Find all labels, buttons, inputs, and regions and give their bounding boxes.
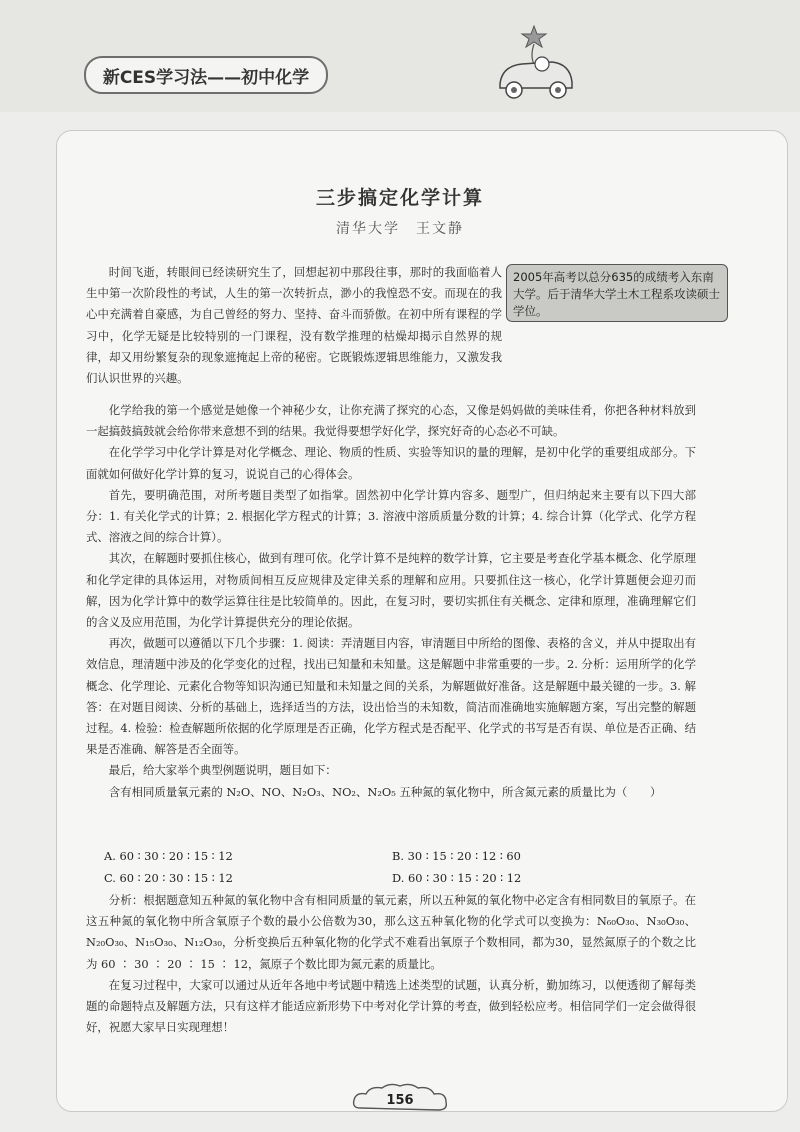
page-number-badge	[350, 1082, 450, 1118]
option-c: C. 60 ∶ 20 ∶ 30 ∶ 15 ∶ 12	[104, 871, 233, 885]
paragraph-4: 首先，要明确范围，对所考题目类型了如指掌。固然初中化学计算内容多、题型广，但归纳起来主要有以下四大部分：1. 有关化学式的计算；2. 根据化学方程式的计算；3. 溶液中溶质质量分数的计算；4. 综合计算（化学式、化学方程式、溶液之间的综合计算）。	[86, 487, 696, 545]
article-author: 清华大学 王文静	[336, 221, 464, 237]
answer-options	[104, 846, 604, 890]
analysis-text: 分析：根据题意知五种氮的氧化物中含有相同质量的氧元素，所以五种氮的氧化物中必定含有相同数目的氧原子。在这五种氮的氧化物中所含氧原子个数的最小公倍数为30，那么这五种氧化物的化学式可以变换为：N₆₀O₃₀、N₃₀O₃₀、N₂₀O₃₀、N₁₅O₃₀、N₁₂O₃₀，分析变换后五种氧化物的化学式不难看出氧原子个数相同，都为30，显然氮原子的个数之比为 60 ∶ 30 ∶ 20 ∶ 15 ∶ 12，氮原子个数比即为氮元素的质量比。	[86, 893, 696, 971]
author-bio-box: 2005年高考以总分635的成绩考入东南大学。后于清华大学土木工程系攻读硕士学位。	[506, 264, 728, 322]
article-title: 三步搞定化学计算	[315, 187, 484, 209]
series-title: 新CES学习法——初中化学	[84, 56, 328, 94]
question-text: 含有相同质量氧元素的 N₂O、NO、N₂O₃、NO₂、N₂O₅ 五种氮的氧化物中，所含氮元素的质量比为（ ）	[108, 784, 662, 799]
example-intro: 最后，给大家举个典型例题说明，题目如下：	[108, 763, 337, 778]
option-d: D. 60 ∶ 30 ∶ 15 ∶ 20 ∶ 12	[392, 871, 522, 885]
paragraph-5: 其次，在解题时要抓住核心，做到有理可依。化学计算不是纯粹的数学计算，它主要是考查化学基本概念、化学原理和化学定律的具体运用，对物质间相互反应规律及定律关系的理解和应用。只要抓住这一核心，化学计算题便会迎刃而解，因为化学计算中的数学运算往往是比较简单的。因此，在复习时，要切实抓住有关概念、定律和原理，准确理解它们的含义及应用范围，为化学计算提供充分的理论依据。	[86, 551, 696, 630]
article-body-end	[86, 890, 696, 1038]
article-body-main	[86, 400, 696, 803]
closing-text: 在复习过程中，大家可以通过从近年各地中考试题中精选上述类型的试题，认真分析，勤加练习，以便透彻了解每类题的命题特点及解题方法，只有这样才能适应新形势下中考对化学计算的考查，做到轻松应考。相信同学们一定会做得很好，祝愿大家早日实现理想！	[86, 977, 696, 1035]
cartoon-car-illustration	[490, 24, 580, 104]
article-body-rest	[86, 262, 696, 348]
option-b: B. 30 ∶ 15 ∶ 20 ∶ 12 ∶ 60	[392, 849, 521, 863]
paragraph-2: 化学给我的第一个感觉是她像一个神秘少女，让你充满了探究的心态，又像是妈妈做的美味佳肴，你把各种材料放到一起搞鼓搞鼓就会给你带来意想不到的结果。我觉得要想学好化学，探究好奇的心态必不可缺。	[86, 403, 696, 439]
page-number: 156	[386, 1092, 414, 1108]
paragraph-1: 时间飞逝，转眼间已经读研究生了，回想起初中那段往事，那时的我面临着人生中第一次阶段性的考试，人生的第一次转折点，渺小的我惶恐不安。而现在的我心中充满着自豪感，为自己曾经的努力、坚持、奋斗而骄傲。在初中所有课程的学习中，化学无疑是比较特别的一门课程，没有数学推理的枯燥却揭示自然界的规律，却又用纷繁复杂的现象遮掩起上帝的秘密。它既锻炼逻辑思维能力，又激发我们认识世界的兴趣。	[86, 265, 502, 386]
paragraph-6: 再次，做题可以遵循以下几个步骤：1. 阅读：弄清题目内容，审清题目中所给的图像、表格的含义，并从中提取出有效信息，理清题中涉及的化学变化的过程，找出已知量和未知量。这是解题中非常重要的一步。2. 分析：运用所学的化学概念、化学理论、元素化合物等知识沟通已知量和未知量之间的关系，为解题做好准备。这是解题中最关键的一步。3. 解答：在对题目阅读、分析的基础上，选择适当的方法，设出恰当的未知数，简洁而准确地实施解题方案，写出完整的解题过程。4. 检验：检查解题所依据的化学原理是否正确，化学方程式是否配平、化学式的书写是否有误、单位是否正确、结果是否准确、解答是否全面等。	[86, 636, 696, 757]
paragraph-3: 在化学学习中化学计算是对化学概念、理论、物质的性质、实验等知识的量的理解，是初中化学的重要组成部分。下面就如何做好化学计算的复习，说说自己的心得体会。	[86, 445, 696, 481]
option-a: A. 60 ∶ 30 ∶ 20 ∶ 15 ∶ 12	[104, 849, 233, 863]
